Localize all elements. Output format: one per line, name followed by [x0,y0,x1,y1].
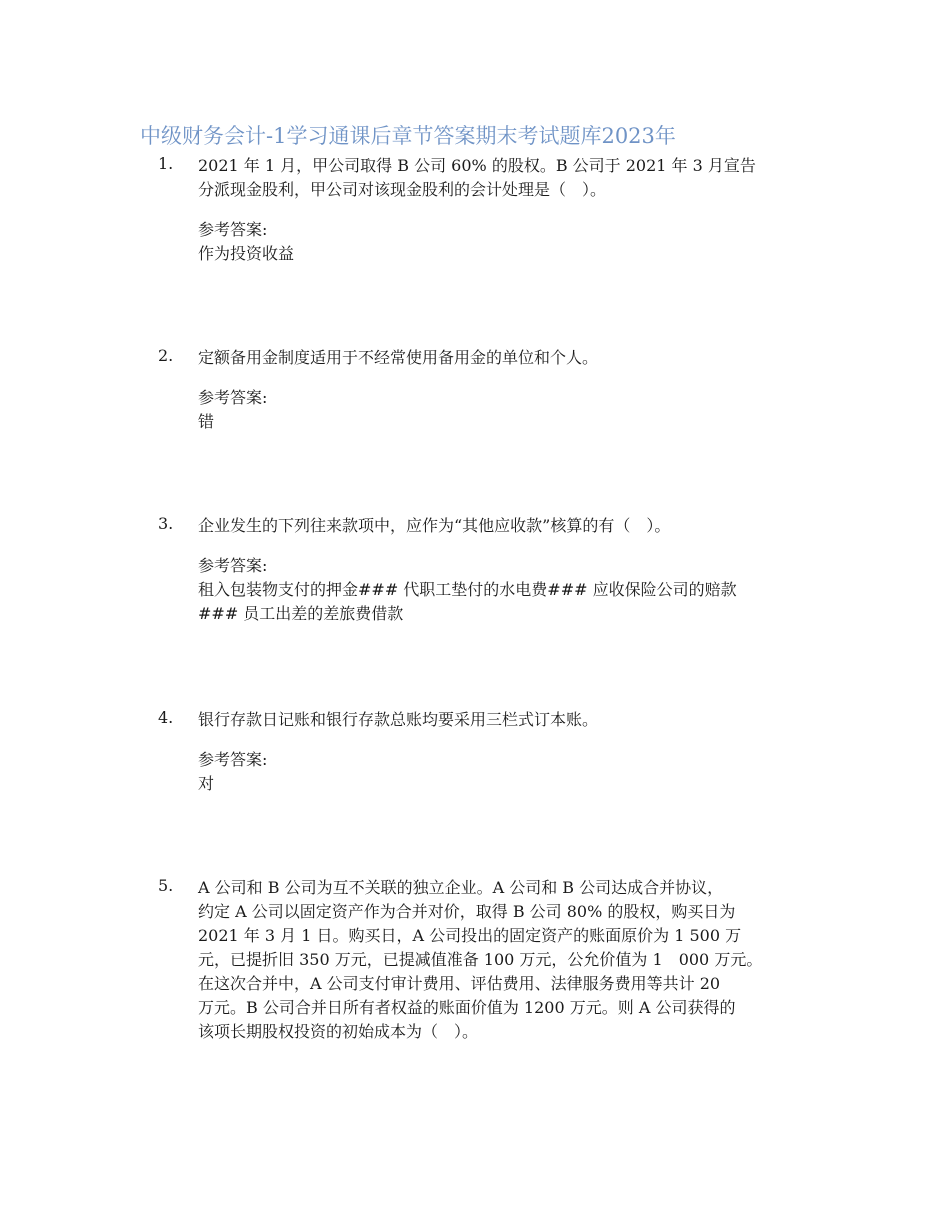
question-text: A 公司和 B 公司为互不关联的独立企业。A 公司和 B 公司达成合并协议， [198,878,724,897]
question-number: 4. [158,708,174,727]
answer-text: ### 员工出差的差旅费借款 [198,604,404,623]
question-text: 银行存款日记账和银行存款总账均要采用三栏式订本账。 [198,710,599,729]
question-number: 5. [158,876,174,895]
question-text: 定额备用金制度适用于不经常使用备用金的单位和个人。 [198,348,599,367]
answer-text: 对 [198,774,215,793]
answer-label: 参考答案: [198,220,268,239]
question-number: 2. [158,346,174,365]
answer-label: 参考答案: [198,750,268,769]
question-text: 元，已提折旧 350 万元，已提减值准备 100 万元，公允价值为 1 000 万元。 [198,950,763,969]
question-text: 2021 年 3 月 1 日。购买日，A 公司投出的固定资产的账面原价为 1 500 万 [198,926,742,945]
question-text: 2021 年 1 月，甲公司取得 B 公司 60% 的股权。B 公司于 2021 年 3 月宣告 [198,156,756,175]
question-text: 万元。B 公司合并日所有者权益的账面价值为 1200 万元。则 A 公司获得的 [198,998,736,1017]
answer-text: 租入包装物支付的押金### 代职工垫付的水电费### 应收保险公司的赔款 [198,580,737,599]
question-number: 3. [158,514,174,533]
answer-label: 参考答案: [198,388,268,407]
answer-text: 作为投资收益 [198,244,295,263]
page-title: 中级财务会计-1学习通课后章节答案期末考试题库2023年 [140,124,676,148]
question-text: 在这次合并中，A 公司支付审计费用、评估费用、法律服务费用等共计 20 [198,974,721,993]
answer-label: 参考答案: [198,556,268,575]
question-text: 分派现金股利，甲公司对该现金股利的会计处理是（ ）。 [198,180,607,199]
answer-text: 错 [198,412,215,431]
question-text: 该项长期股权投资的初始成本为（ ）。 [198,1022,479,1041]
question-text: 约定 A 公司以固定资产作为合并对价，取得 B 公司 80% 的股权，购买日为 [198,902,736,921]
question-number: 1. [158,154,174,173]
question-text: 企业发生的下列往来款项中，应作为“其他应收款”核算的有（ ）。 [198,516,671,535]
